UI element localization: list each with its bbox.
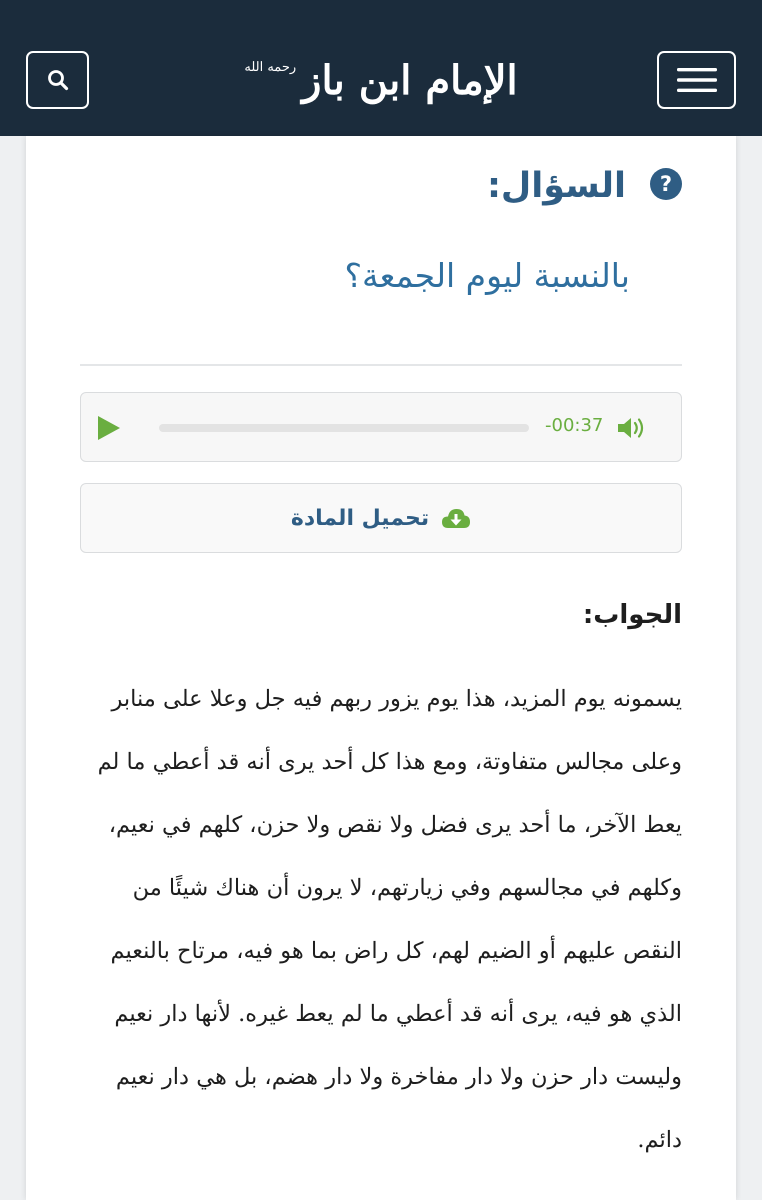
download-label: تحميل المادة — [290, 505, 430, 531]
audio-seek-bar[interactable] — [159, 424, 529, 432]
audio-player — [80, 392, 682, 462]
logo-text: الإمام ابن باز — [302, 56, 518, 104]
logo-honorific: رحمه الله — [244, 60, 297, 75]
question-label: السؤال: — [486, 166, 626, 206]
audio-time-remaining: -00:37 — [545, 415, 604, 436]
question-mark-icon: ? — [650, 168, 682, 200]
download-button[interactable] — [80, 483, 682, 553]
content-card — [26, 136, 736, 1200]
answer-text: يسمونه يوم المزيد، هذا يوم يزور ربهم فيه جل وعلا على منابر وعلى مجالس متفاوتة، ومع هذا كل أحد يرى أنه قد أعطي ما لم يعط الآخر، ما أحد يرى فضل ولا نقص ولا حزن، كلهم في نعيم، وكلهم في مجالسهم وفي زيارتهم، لا يرون أن هناك شيئًا من النقص عليهم أو الضيم لهم، كل راض بما هو فيه، مرتاح بالنعيم الذي هو فيه، يرى أنه قد أعطي ما لم يعط غيره. لأنها دار نعيم وليست دار حزن ولا دار مفاخرة ولا دار هضم، بل هي دار نعيم دائم. — [97, 686, 682, 1153]
search-button[interactable] — [26, 51, 89, 109]
search-icon — [46, 68, 70, 92]
question-heading — [487, 166, 682, 206]
site-logo[interactable] — [244, 38, 518, 122]
site-header — [0, 0, 762, 136]
hamburger-menu-icon — [677, 66, 717, 94]
question-text: بالنسبة ليوم الجمعة؟ — [344, 256, 630, 295]
answer-label: الجواب: — [582, 600, 682, 630]
menu-button[interactable] — [657, 51, 736, 109]
volume-icon[interactable] — [617, 415, 647, 441]
cloud-download-icon — [441, 507, 471, 529]
play-icon[interactable] — [95, 415, 123, 441]
divider — [80, 364, 682, 366]
